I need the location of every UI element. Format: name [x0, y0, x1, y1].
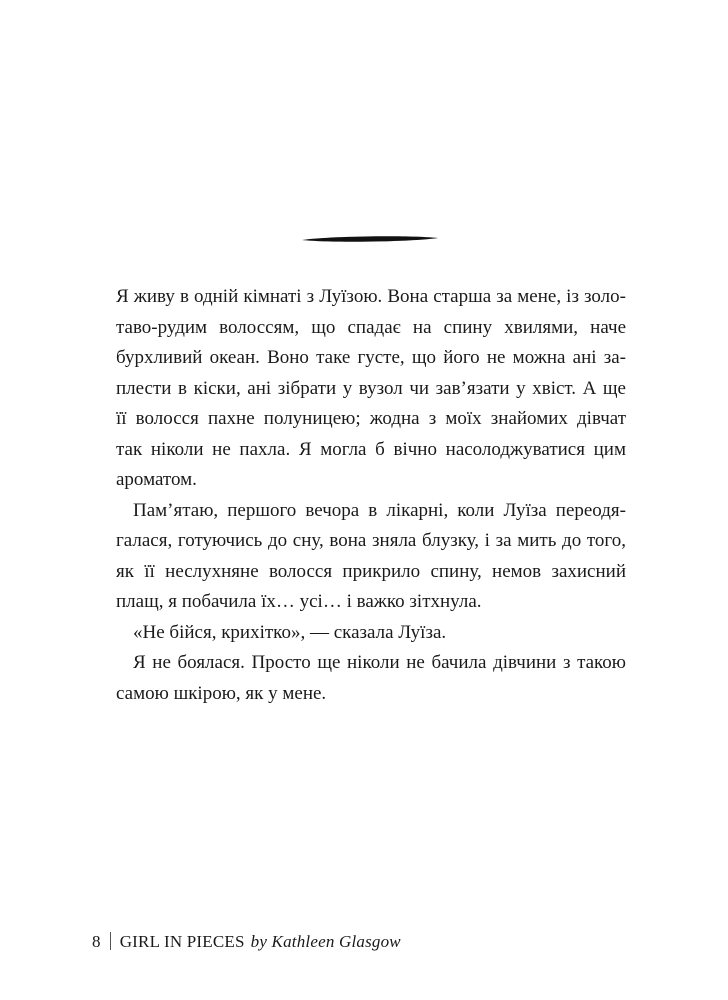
text-line: галася, готуючись до сну, вона зняла блузку, і за мить до того,: [116, 530, 626, 551]
section-divider: [300, 230, 440, 250]
paragraph-2: [116, 496, 626, 618]
page-footer: [92, 932, 401, 952]
text-line: ароматом.: [116, 469, 197, 490]
text-line: «Не бійся, крихітко», — сказала Луїза.: [133, 621, 447, 643]
page-number: 8: [92, 932, 101, 951]
text-line: так ніколи не пахла. Я могла б вічно насолоджуватися цим: [116, 438, 626, 460]
text-line: Я не боялася. Просто ще ніколи не бачила дівчини з такою: [133, 652, 626, 673]
paragraph-3: [116, 618, 626, 649]
text-line: Пам’ятаю, першого вечора в лікарні, коли Луїза переодя-: [133, 499, 626, 521]
body-text: [116, 282, 626, 709]
text-line: Я живу в одній кімнаті з Луїзою. Вона старша за мене, із золо-: [116, 286, 626, 307]
text-line: як її неслухняне волосся прикрило спину, немов захисний: [116, 560, 626, 582]
text-line: плащ, я побачила їх… усі… і важко зітхнула.: [116, 591, 482, 612]
text-line: таво-рудим волоссям, що спадає на спину хвилями, наче: [116, 316, 626, 338]
book-title: GIRL IN PIECES: [119, 932, 245, 951]
text-line: плести в кіски, ані зібрати у вузол чи зав’язати у хвіст. А ще: [116, 377, 626, 399]
paragraph-1: [116, 282, 626, 496]
author-byline: by Kathleen Glasgow: [250, 932, 401, 951]
text-line: самою шкірою, як у мене.: [116, 682, 327, 704]
footer-separator: [110, 932, 111, 950]
paragraph-4: [116, 648, 626, 709]
text-line: її волосся пахне полуницею; жодна з моїх знайомих дівчат: [116, 408, 626, 429]
text-line: бурхливий океан. Воно таке густе, що його не можна ані за-: [116, 347, 626, 368]
